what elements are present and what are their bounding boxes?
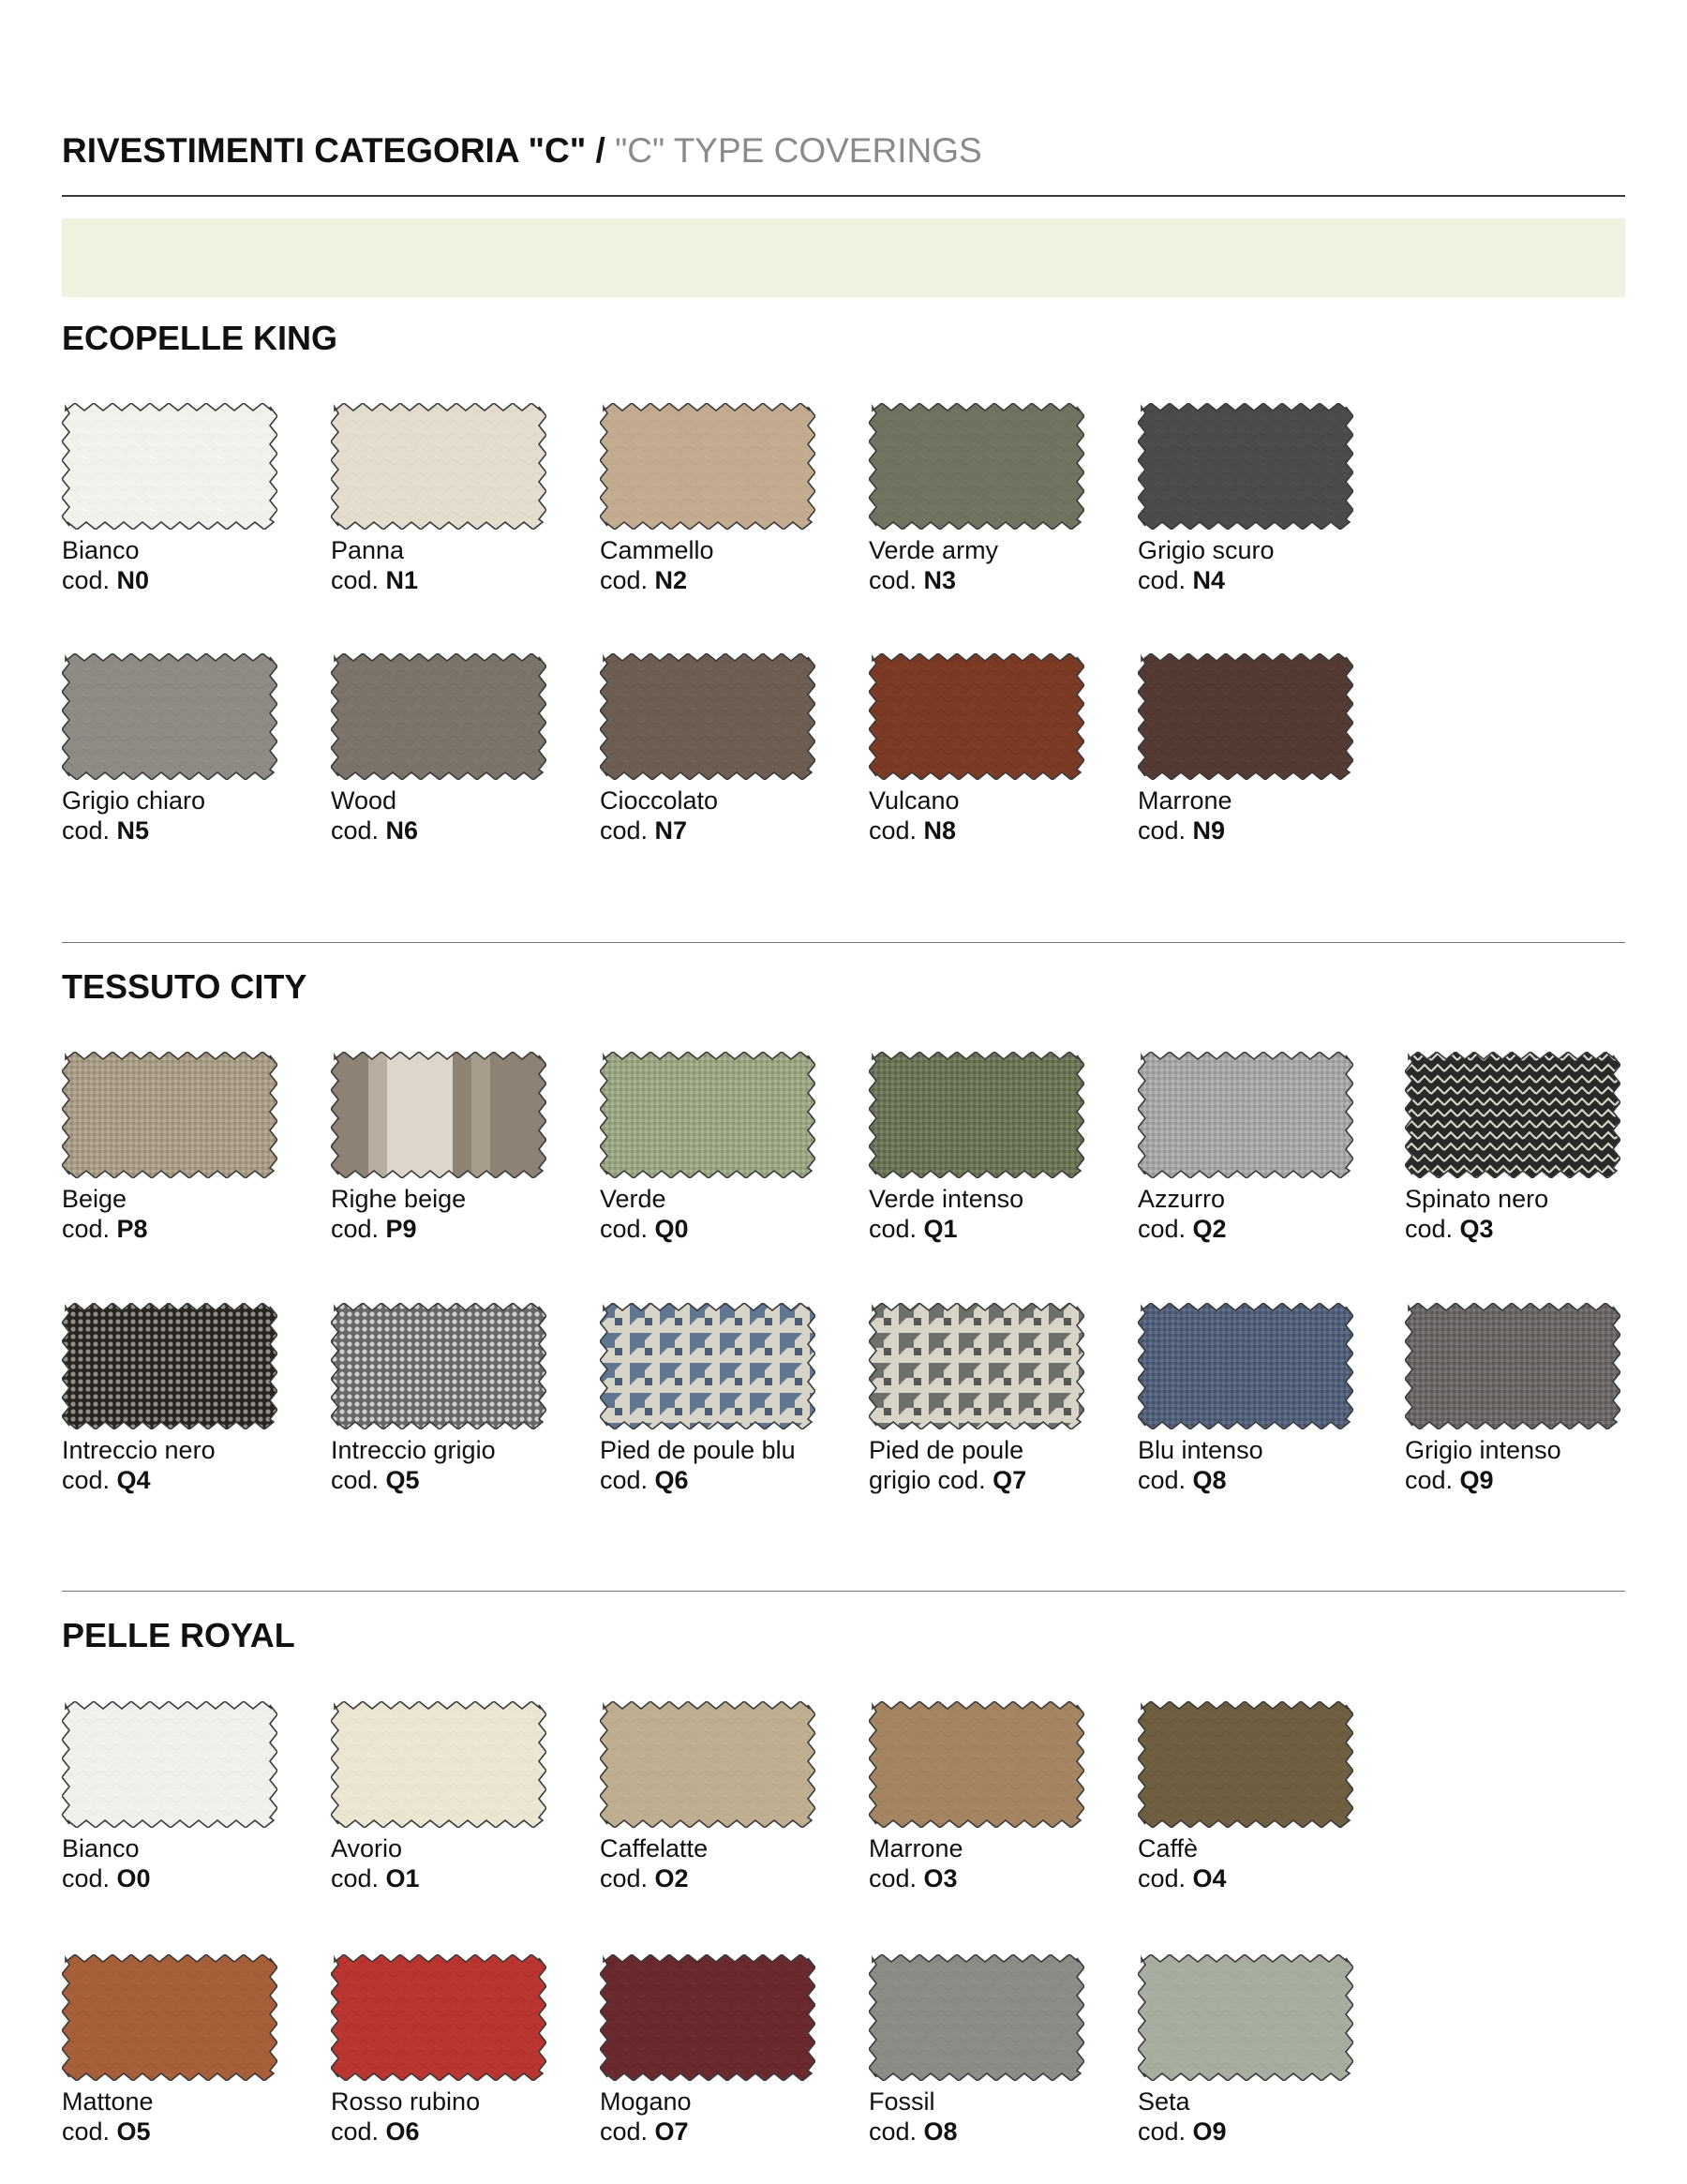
swatch-sample bbox=[600, 1303, 815, 1429]
swatch-code: cod. O6 bbox=[331, 2117, 420, 2146]
swatch-name: Blu intenso bbox=[1138, 1436, 1263, 1464]
swatch-name: Azzurro bbox=[1138, 1185, 1226, 1213]
swatch-name: Fossil bbox=[869, 2087, 935, 2116]
swatch-sample bbox=[331, 1303, 546, 1429]
swatch-sample bbox=[331, 1954, 546, 2081]
section-divider bbox=[62, 1591, 1625, 1592]
swatch-code: cod. N8 bbox=[869, 816, 957, 845]
swatch-sample bbox=[62, 1303, 277, 1429]
swatch-sample bbox=[62, 1954, 277, 2081]
swatch-sample bbox=[869, 1303, 1084, 1429]
swatch-name: Vulcano bbox=[869, 786, 960, 815]
swatch-name: Righe beige bbox=[331, 1185, 467, 1213]
swatch-q1 bbox=[869, 1052, 1084, 1244]
swatch-name: Verde army bbox=[869, 536, 999, 564]
header-band bbox=[62, 218, 1625, 297]
swatch-code: cod. N7 bbox=[600, 816, 688, 845]
swatch-code: cod. Q6 bbox=[600, 1466, 689, 1494]
swatch-q7 bbox=[869, 1303, 1084, 1495]
swatch-q8 bbox=[1138, 1303, 1353, 1495]
swatch-sample bbox=[1138, 653, 1353, 780]
swatch-name: Mogano bbox=[600, 2087, 692, 2116]
swatch-name: Grigio intenso bbox=[1405, 1436, 1561, 1464]
swatch-p9 bbox=[331, 1052, 546, 1244]
swatch-code: cod. Q1 bbox=[869, 1215, 958, 1243]
swatch-sample bbox=[1138, 1954, 1353, 2081]
swatch-code: cod. O9 bbox=[1138, 2117, 1227, 2146]
swatch-q4 bbox=[62, 1303, 277, 1495]
swatch-code: cod. N9 bbox=[1138, 816, 1226, 845]
swatch-q2 bbox=[1138, 1052, 1353, 1244]
swatch-sample bbox=[331, 403, 546, 530]
swatch-name: Pied de poule bbox=[869, 1436, 1024, 1464]
swatch-n8 bbox=[869, 653, 1084, 845]
swatch-name: Seta bbox=[1138, 2087, 1190, 2116]
swatch-sample bbox=[1138, 1701, 1353, 1828]
swatch-code: cod. N4 bbox=[1138, 566, 1226, 594]
swatch-n2 bbox=[600, 403, 815, 595]
swatch-sample bbox=[62, 1052, 277, 1178]
swatch-code: cod. O2 bbox=[600, 1864, 689, 1892]
swatch-sample bbox=[1405, 1052, 1620, 1178]
swatch-code: cod. O8 bbox=[869, 2117, 958, 2146]
swatch-n0 bbox=[62, 403, 277, 595]
swatch-sample bbox=[62, 1701, 277, 1828]
swatch-q3 bbox=[1405, 1052, 1620, 1244]
swatch-code: cod. O1 bbox=[331, 1864, 420, 1892]
swatch-sample bbox=[62, 403, 277, 530]
swatch-name: Beige bbox=[62, 1185, 127, 1213]
swatch-name: Intreccio nero bbox=[62, 1436, 216, 1464]
swatch-o0 bbox=[62, 1701, 277, 1893]
swatch-n9 bbox=[1138, 653, 1353, 845]
swatch-name: Cioccolato bbox=[600, 786, 719, 815]
swatch-sample bbox=[600, 653, 815, 780]
swatch-name: Bianco bbox=[62, 536, 140, 564]
swatch-sample bbox=[869, 653, 1084, 780]
swatch-name: Verde intenso bbox=[869, 1185, 1024, 1213]
swatch-name: Marrone bbox=[1138, 786, 1232, 815]
swatch-sample bbox=[869, 1701, 1084, 1828]
swatch-code: grigio cod. Q7 bbox=[869, 1466, 1027, 1494]
swatch-o2 bbox=[600, 1701, 815, 1893]
swatch-o4 bbox=[1138, 1701, 1353, 1893]
swatch-name: Spinato nero bbox=[1405, 1185, 1549, 1213]
swatch-n6 bbox=[331, 653, 546, 845]
swatch-name: Mattone bbox=[62, 2087, 154, 2116]
swatch-code: cod. O4 bbox=[1138, 1864, 1227, 1892]
section-title-tessuto-city: TESSUTO CITY bbox=[62, 967, 307, 1006]
swatch-n5 bbox=[62, 653, 277, 845]
swatch-q9 bbox=[1405, 1303, 1620, 1495]
swatch-name: Avorio bbox=[331, 1834, 403, 1862]
swatch-code: cod. Q9 bbox=[1405, 1466, 1494, 1494]
swatch-n1 bbox=[331, 403, 546, 595]
section-title-pelle-royal: PELLE ROYAL bbox=[62, 1616, 295, 1654]
swatch-q0 bbox=[600, 1052, 815, 1244]
page-title-italian: RIVESTIMENTI CATEGORIA "C" bbox=[62, 131, 587, 170]
swatch-sample bbox=[600, 1052, 815, 1178]
swatch-o8 bbox=[869, 1954, 1084, 2147]
swatch-name: Intreccio grigio bbox=[331, 1436, 496, 1464]
swatch-sample bbox=[1138, 1303, 1353, 1429]
page-title-separator: / bbox=[586, 131, 616, 170]
swatch-name: Grigio scuro bbox=[1138, 536, 1275, 564]
swatch-code: cod. N6 bbox=[331, 816, 419, 845]
section-title-ecopelle-king: ECOPELLE KING bbox=[62, 319, 338, 357]
swatch-sample bbox=[869, 1052, 1084, 1178]
swatch-code: cod. Q2 bbox=[1138, 1215, 1227, 1243]
swatch-sample bbox=[600, 1954, 815, 2081]
swatch-code: cod. Q4 bbox=[62, 1466, 151, 1494]
swatch-code: cod. O3 bbox=[869, 1864, 958, 1892]
swatch-name: Rosso rubino bbox=[331, 2087, 481, 2116]
swatch-sample bbox=[869, 1954, 1084, 2081]
swatch-o7 bbox=[600, 1954, 815, 2147]
swatch-code: cod. N2 bbox=[600, 566, 688, 594]
swatch-sample bbox=[1138, 403, 1353, 530]
header-divider bbox=[62, 195, 1625, 197]
swatch-sample bbox=[1138, 1052, 1353, 1178]
swatch-sample bbox=[869, 403, 1084, 530]
page-title-english: "C" TYPE COVERINGS bbox=[615, 131, 982, 170]
swatch-sample bbox=[600, 403, 815, 530]
swatch-code: cod. Q0 bbox=[600, 1215, 689, 1243]
swatch-name: Pied de poule blu bbox=[600, 1436, 796, 1464]
swatch-n4 bbox=[1138, 403, 1353, 595]
swatch-code: cod. N5 bbox=[62, 816, 150, 845]
swatch-code: cod. P9 bbox=[331, 1215, 417, 1243]
swatch-name: Cammello bbox=[600, 536, 714, 564]
swatch-name: Wood bbox=[331, 786, 397, 815]
swatch-name: Grigio chiaro bbox=[62, 786, 206, 815]
swatch-n3 bbox=[869, 403, 1084, 595]
swatch-q6 bbox=[600, 1303, 815, 1495]
swatch-sample bbox=[1405, 1303, 1620, 1429]
swatch-name: Panna bbox=[331, 536, 405, 564]
swatch-n7 bbox=[600, 653, 815, 845]
swatch-q5 bbox=[331, 1303, 546, 1495]
swatch-code: cod. N1 bbox=[331, 566, 419, 594]
swatch-name: Bianco bbox=[62, 1834, 140, 1862]
swatch-name: Caffè bbox=[1138, 1834, 1199, 1862]
swatch-code: cod. O7 bbox=[600, 2117, 689, 2146]
swatch-o9 bbox=[1138, 1954, 1353, 2147]
page-title bbox=[62, 131, 982, 171]
swatch-code: cod. Q3 bbox=[1405, 1215, 1494, 1243]
swatch-code: cod. N3 bbox=[869, 566, 957, 594]
swatch-o5 bbox=[62, 1954, 277, 2147]
section-divider bbox=[62, 942, 1625, 943]
swatch-code: cod. Q8 bbox=[1138, 1466, 1227, 1494]
swatch-o6 bbox=[331, 1954, 546, 2147]
swatch-name: Caffelatte bbox=[600, 1834, 709, 1862]
swatch-o3 bbox=[869, 1701, 1084, 1893]
swatch-sample bbox=[331, 1052, 546, 1178]
swatch-o1 bbox=[331, 1701, 546, 1893]
swatch-name: Verde bbox=[600, 1185, 666, 1213]
swatch-code: cod. N0 bbox=[62, 566, 150, 594]
swatch-name: Marrone bbox=[869, 1834, 963, 1862]
swatch-sample bbox=[62, 653, 277, 780]
swatch-code: cod. Q5 bbox=[331, 1466, 420, 1494]
swatch-p8 bbox=[62, 1052, 277, 1244]
swatch-code: cod. O0 bbox=[62, 1864, 151, 1892]
swatch-sample bbox=[600, 1701, 815, 1828]
swatch-code: cod. O5 bbox=[62, 2117, 151, 2146]
swatch-sample bbox=[331, 653, 546, 780]
swatch-code: cod. P8 bbox=[62, 1215, 148, 1243]
swatch-sample bbox=[331, 1701, 546, 1828]
